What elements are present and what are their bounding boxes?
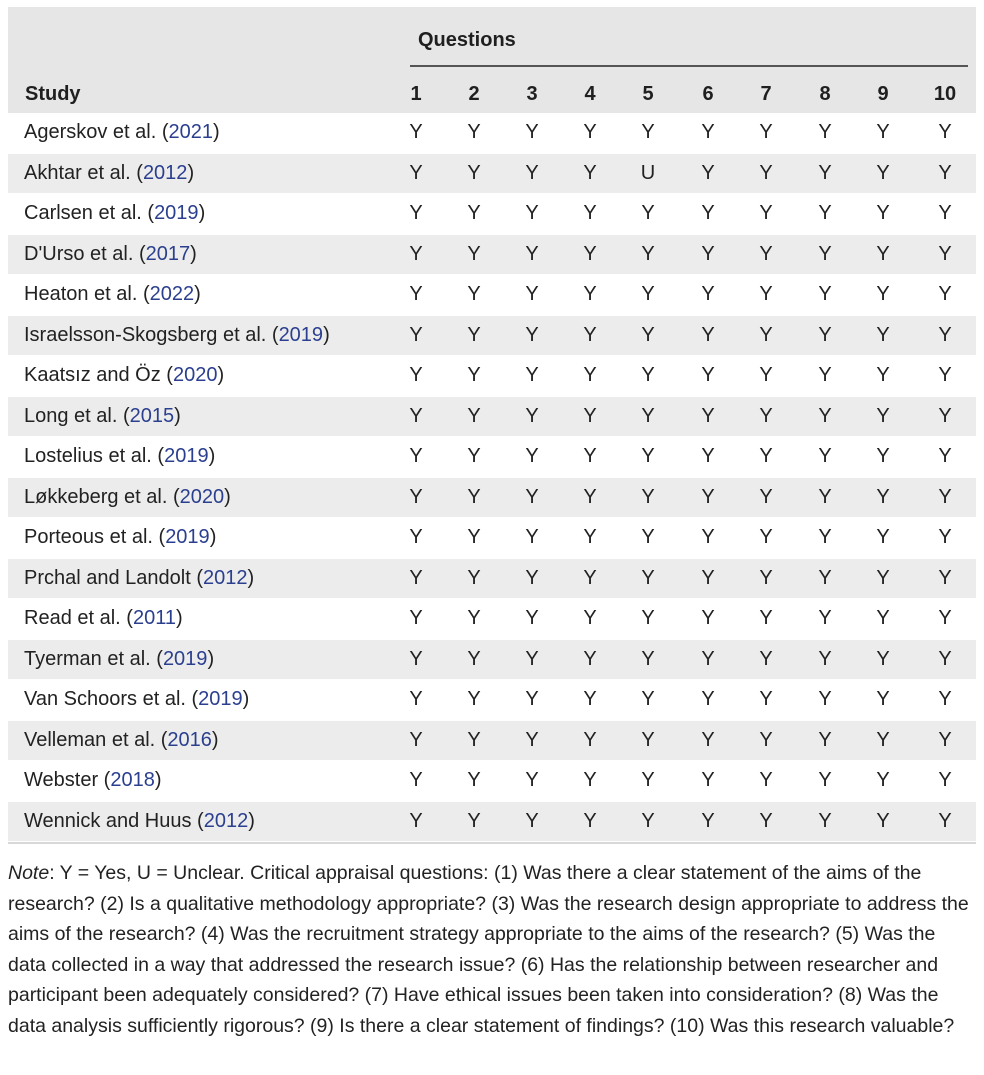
answer-cell-q10: Y: [938, 607, 952, 629]
study-year-link[interactable]: 2022: [149, 283, 195, 305]
answer-cell-q2: Y: [467, 161, 481, 184]
answer-cell-q8: Y: [818, 445, 832, 467]
table-row: [8, 316, 976, 357]
answer-cell-q2: Y: [467, 283, 481, 305]
answer-cell-q7: Y: [759, 566, 773, 589]
answer-cell-q2: Y: [467, 728, 481, 751]
study-name: Løkkeberg et al. (: [24, 485, 180, 508]
answer-cell-q6: Y: [701, 283, 715, 305]
study-close-paren: ): [211, 728, 219, 751]
answer-cell-q4: Y: [583, 242, 597, 265]
answer-cell-q5: U: [640, 161, 656, 184]
answer-cell-q5: Y: [641, 566, 655, 589]
answer-cell-q10: Y: [938, 809, 952, 832]
answer-cell-q5: Y: [641, 283, 655, 305]
answer-cell-q8: Y: [818, 526, 832, 548]
study-close-paren: ): [209, 526, 217, 548]
answer-cell-q10: Y: [938, 728, 952, 751]
table-row: [8, 761, 976, 802]
answer-cell-q8: Y: [818, 202, 832, 224]
answer-cell-q9: Y: [876, 688, 890, 710]
answer-cell-q9: Y: [876, 728, 890, 751]
answer-cell-q6: Y: [701, 526, 715, 548]
study-cell: [24, 445, 215, 468]
answer-cell-q7: Y: [759, 283, 773, 305]
answer-cell-q6: Y: [701, 323, 715, 346]
answer-cell-q3: Y: [525, 161, 539, 184]
study-year-link[interactable]: 2021: [168, 121, 214, 143]
answer-cell-q3: Y: [525, 121, 539, 143]
answer-cell-q1: Y: [409, 404, 423, 427]
study-close-paren: ): [242, 688, 250, 710]
study-year-link[interactable]: 2012: [142, 161, 188, 184]
answer-cell-q1: Y: [409, 364, 423, 386]
study-cell: [24, 607, 183, 630]
answer-cell-q10: Y: [938, 526, 952, 548]
answer-cell-q9: Y: [876, 607, 890, 629]
answer-cell-q2: Y: [467, 809, 481, 832]
answer-cell-q8: Y: [818, 566, 832, 589]
study-close-paren: ): [208, 445, 216, 467]
answer-cell-q7: Y: [759, 121, 773, 143]
questions-rule: [410, 65, 968, 67]
answer-cell-q10: Y: [938, 242, 952, 265]
study-name: Israelsson-Skogsberg et al. (: [24, 323, 279, 346]
answer-cell-q4: Y: [583, 445, 597, 467]
study-name: Agerskov et al. (: [24, 121, 169, 143]
answer-cell-q8: Y: [818, 688, 832, 710]
answer-cell-q9: Y: [876, 647, 890, 670]
answer-cell-q9: Y: [876, 323, 890, 346]
answer-cell-q4: Y: [583, 728, 597, 751]
answer-cell-q6: Y: [701, 202, 715, 224]
answer-cell-q4: Y: [583, 566, 597, 589]
study-close-paren: ): [248, 809, 255, 832]
answer-cell-q1: Y: [409, 769, 423, 791]
answer-cell-q2: Y: [467, 607, 481, 629]
study-year-link[interactable]: 2018: [110, 769, 155, 791]
answer-cell-q3: Y: [525, 283, 539, 305]
table-note: [8, 858, 970, 1041]
answer-cell-q9: Y: [876, 121, 890, 143]
answer-cell-q6: Y: [701, 769, 715, 791]
table-row: [8, 559, 976, 600]
answer-cell-q1: Y: [409, 485, 423, 508]
study-cell: [24, 648, 214, 671]
answer-cell-q1: Y: [409, 526, 423, 548]
study-close-paren: ): [174, 404, 181, 427]
table-header: [8, 7, 976, 113]
study-cell: [24, 364, 224, 387]
table-row: [8, 275, 976, 316]
answer-cell-q5: Y: [641, 242, 655, 265]
answer-cell-q2: Y: [467, 445, 481, 467]
answer-cell-q9: Y: [876, 242, 890, 265]
answer-cell-q4: Y: [583, 202, 597, 224]
answer-cell-q2: Y: [467, 566, 481, 589]
answer-cell-q4: Y: [583, 404, 597, 427]
table-row: [8, 113, 976, 154]
answer-cell-q7: Y: [759, 445, 773, 467]
study-cell: [24, 810, 255, 833]
answer-cell-q5: Y: [641, 688, 655, 710]
answer-cell-q5: Y: [641, 728, 655, 751]
study-close-paren: ): [187, 161, 195, 184]
answer-cell-q10: Y: [938, 485, 952, 508]
study-name: Porteous et al. (: [24, 526, 166, 548]
answer-cell-q8: Y: [818, 769, 832, 791]
answer-cell-q5: Y: [641, 647, 655, 670]
table-row: [8, 640, 976, 681]
study-year-link[interactable]: 2019: [164, 445, 209, 467]
answer-cell-q3: Y: [525, 607, 539, 629]
answer-cell-q8: Y: [818, 242, 832, 265]
answer-cell-q7: Y: [759, 769, 773, 791]
answer-cell-q10: Y: [938, 566, 952, 589]
answer-cell-q2: Y: [467, 323, 481, 346]
study-close-paren: ): [247, 566, 255, 589]
study-cell: [24, 121, 220, 144]
answer-cell-q6: Y: [701, 647, 715, 670]
answer-cell-q5: Y: [641, 526, 655, 548]
answer-cell-q4: Y: [583, 688, 597, 710]
answer-cell-q6: Y: [701, 688, 715, 710]
study-cell: [24, 486, 231, 509]
answer-cell-q4: Y: [583, 323, 597, 346]
study-year-link[interactable]: 2019: [154, 202, 199, 224]
table-row: [8, 154, 976, 195]
answer-cell-q10: Y: [938, 161, 952, 184]
answer-cell-q2: Y: [467, 364, 481, 386]
answer-cell-q1: Y: [409, 688, 423, 710]
study-year-link[interactable]: 2016: [167, 728, 212, 751]
study-name: Velleman et al. (: [24, 728, 168, 751]
answer-cell-q6: Y: [701, 566, 715, 589]
answer-cell-q5: Y: [641, 485, 655, 508]
answer-cell-q6: Y: [701, 728, 715, 751]
answer-cell-q10: Y: [938, 202, 952, 224]
answer-cell-q7: Y: [759, 809, 773, 832]
table-row: [8, 599, 976, 640]
answer-cell-q5: Y: [641, 202, 655, 224]
study-cell: [24, 688, 249, 711]
question-number-10: 10: [933, 83, 957, 105]
answer-cell-q2: Y: [467, 647, 481, 670]
study-name: Webster (: [24, 769, 111, 791]
answer-cell-q4: Y: [583, 769, 597, 791]
table-row: [8, 721, 976, 762]
answer-cell-q2: Y: [467, 485, 481, 508]
question-number-6: 6: [702, 83, 714, 105]
answer-cell-q5: Y: [641, 445, 655, 467]
table-row: [8, 518, 976, 559]
answer-cell-q3: Y: [525, 809, 539, 832]
answer-cell-q6: Y: [701, 161, 715, 184]
table-bottom-rule: [8, 842, 976, 844]
table-row: [8, 437, 976, 478]
answer-cell-q2: Y: [467, 769, 481, 791]
answer-cell-q8: Y: [818, 161, 832, 184]
study-close-paren: ): [213, 121, 220, 143]
answer-cell-q5: Y: [641, 809, 655, 832]
question-number-5: 5: [642, 83, 654, 105]
question-number-3: 3: [526, 83, 538, 105]
study-close-paren: ): [323, 323, 330, 346]
study-cell: [24, 324, 330, 347]
answer-cell-q6: Y: [701, 121, 715, 143]
study-close-paren: ): [154, 769, 162, 791]
answer-cell-q4: Y: [583, 161, 597, 184]
study-year-link[interactable]: 2015: [129, 404, 175, 427]
answer-cell-q1: Y: [409, 607, 423, 629]
answer-cell-q8: Y: [818, 323, 832, 346]
answer-cell-q8: Y: [818, 364, 832, 386]
table-row: [8, 194, 976, 235]
answer-cell-q3: Y: [525, 242, 539, 265]
study-year-link[interactable]: 2019: [198, 688, 243, 710]
study-year-link[interactable]: 2019: [162, 647, 208, 670]
answer-cell-q3: Y: [525, 688, 539, 710]
answer-cell-q3: Y: [525, 566, 539, 589]
study-name: Carlsen et al. (: [24, 202, 155, 224]
study-cell: [24, 729, 219, 752]
answer-cell-q1: Y: [409, 242, 423, 265]
answer-cell-q5: Y: [641, 404, 655, 427]
answer-cell-q7: Y: [759, 607, 773, 629]
answer-cell-q7: Y: [759, 242, 773, 265]
study-name: Tyerman et al. (: [24, 647, 163, 670]
study-cell: [24, 769, 162, 792]
answer-cell-q8: Y: [818, 647, 832, 670]
study-cell: [24, 567, 254, 590]
note-text: : Y = Yes, U = Unclear. Critical appraisal questions: (1) Was there a clear statement of the aims of the research? (2) Is a qualitative methodology appropriate? (3) Was the research design appropriate to address the aims of the research? (4) Was the recruitment strategy appropriate to the aims of the research? (5) Was the data collected in a way that addressed the research issue? (6) Has the relationship between researcher and participant been adequately considered? (7) Have ethical issues been taken into consideration? (8) Was the data analysis sufficiently rigorous? (9) Is there a clear statement of findings? (10) Was this research valuable?: [8, 862, 969, 1037]
answer-cell-q9: Y: [876, 809, 890, 832]
questions-heading: Questions: [418, 29, 516, 51]
answer-cell-q7: Y: [759, 404, 773, 427]
answer-cell-q9: Y: [876, 485, 890, 508]
answer-cell-q8: Y: [818, 485, 832, 508]
answer-cell-q7: Y: [759, 202, 773, 224]
study-name: Prchal and Landolt (: [24, 566, 204, 589]
answer-cell-q2: Y: [467, 404, 481, 427]
study-name: Kaatsız and Öz (: [24, 364, 173, 386]
study-name: Wennick and Huus (: [24, 809, 204, 832]
answer-cell-q1: Y: [409, 161, 423, 184]
study-year-link[interactable]: 2020: [172, 364, 218, 386]
answer-cell-q3: Y: [525, 202, 539, 224]
study-year-link[interactable]: 2019: [165, 526, 210, 548]
answer-cell-q9: Y: [876, 161, 890, 184]
answer-cell-q6: Y: [701, 485, 715, 508]
answer-cell-q3: Y: [525, 323, 539, 346]
answer-cell-q8: Y: [818, 728, 832, 751]
answer-cell-q9: Y: [876, 404, 890, 427]
answer-cell-q5: Y: [641, 323, 655, 346]
answer-cell-q10: Y: [938, 647, 952, 670]
answer-cell-q8: Y: [818, 283, 832, 305]
question-number-7: 7: [760, 83, 772, 105]
answer-cell-q7: Y: [759, 728, 773, 751]
answer-cell-q10: Y: [938, 688, 952, 710]
answer-cell-q6: Y: [701, 445, 715, 467]
answer-cell-q4: Y: [583, 809, 597, 832]
study-year-link[interactable]: 2012: [203, 809, 249, 832]
study-cell: [24, 243, 197, 266]
answer-cell-q1: Y: [409, 283, 423, 305]
answer-cell-q3: Y: [525, 647, 539, 670]
answer-cell-q5: Y: [641, 364, 655, 386]
study-year-link[interactable]: 2011: [132, 607, 176, 629]
table-row: [8, 478, 976, 519]
study-cell: [24, 283, 201, 306]
answer-cell-q1: Y: [409, 445, 423, 467]
answer-cell-q7: Y: [759, 364, 773, 386]
answer-cell-q1: Y: [409, 566, 423, 589]
answer-cell-q10: Y: [938, 404, 952, 427]
answer-cell-q3: Y: [525, 485, 539, 508]
study-name: Read et al. (: [24, 607, 133, 629]
answer-cell-q7: Y: [759, 161, 773, 184]
answer-cell-q4: Y: [583, 121, 597, 143]
answer-cell-q4: Y: [583, 607, 597, 629]
answer-cell-q1: Y: [409, 202, 423, 224]
study-name: Akhtar et al. (: [24, 161, 143, 184]
study-close-paren: ): [194, 283, 201, 305]
study-cell: [24, 202, 205, 225]
answer-cell-q7: Y: [759, 688, 773, 710]
study-name: Heaton et al. (: [24, 283, 150, 305]
answer-cell-q8: Y: [818, 121, 832, 143]
answer-cell-q10: Y: [938, 445, 952, 467]
table-row: [8, 802, 976, 843]
answer-cell-q9: Y: [876, 526, 890, 548]
answer-cell-q6: Y: [701, 809, 715, 832]
answer-cell-q6: Y: [701, 404, 715, 427]
answer-cell-q1: Y: [409, 323, 423, 346]
study-close-paren: ): [217, 364, 225, 386]
answer-cell-q3: Y: [525, 526, 539, 548]
answer-cell-q9: Y: [876, 202, 890, 224]
answer-cell-q2: Y: [467, 121, 481, 143]
question-number-1: 1: [410, 83, 422, 105]
study-name: D'Urso et al. (: [24, 242, 146, 265]
study-cell: [24, 162, 194, 185]
answer-cell-q7: Y: [759, 526, 773, 548]
question-number-9: 9: [877, 83, 889, 105]
answer-cell-q9: Y: [876, 364, 890, 386]
table-row: [8, 235, 976, 276]
answer-cell-q2: Y: [467, 202, 481, 224]
answer-cell-q10: Y: [938, 121, 952, 143]
answer-cell-q10: Y: [938, 769, 952, 791]
answer-cell-q7: Y: [759, 485, 773, 508]
answer-cell-q9: Y: [876, 566, 890, 589]
answer-cell-q9: Y: [876, 283, 890, 305]
answer-cell-q2: Y: [467, 526, 481, 548]
study-close-paren: ): [224, 485, 231, 508]
study-close-paren: ): [207, 647, 215, 670]
answer-cell-q5: Y: [641, 769, 655, 791]
answer-cell-q8: Y: [818, 404, 832, 427]
answer-cell-q4: Y: [583, 283, 597, 305]
answer-cell-q7: Y: [759, 647, 773, 670]
study-year-link[interactable]: 2020: [179, 485, 225, 508]
answer-cell-q4: Y: [583, 647, 597, 670]
answer-cell-q2: Y: [467, 688, 481, 710]
answer-cell-q3: Y: [525, 404, 539, 427]
answer-cell-q1: Y: [409, 121, 423, 143]
table-row: [8, 356, 976, 397]
study-name: Van Schoors et al. (: [24, 688, 199, 710]
study-year-link[interactable]: 2012: [203, 566, 248, 589]
study-year-link[interactable]: 2017: [145, 242, 191, 265]
answer-cell-q1: Y: [409, 809, 423, 832]
answer-cell-q3: Y: [525, 769, 539, 791]
question-number-8: 8: [819, 83, 831, 105]
study-cell: [24, 526, 216, 549]
answer-cell-q7: Y: [759, 323, 773, 346]
answer-cell-q3: Y: [525, 364, 539, 386]
answer-cell-q10: Y: [938, 323, 952, 346]
answer-cell-q9: Y: [876, 445, 890, 467]
study-column-header: Study: [25, 83, 81, 105]
answer-cell-q1: Y: [409, 728, 423, 751]
answer-cell-q3: Y: [525, 445, 539, 467]
answer-cell-q6: Y: [701, 607, 715, 629]
study-close-paren: ): [175, 607, 183, 629]
study-name: Long et al. (: [24, 404, 130, 427]
note-label: Note: [8, 862, 50, 884]
answer-cell-q5: Y: [641, 121, 655, 143]
question-number-4: 4: [584, 83, 596, 105]
study-close-paren: ): [190, 242, 197, 265]
answer-cell-q9: Y: [876, 769, 890, 791]
question-number-2: 2: [468, 83, 480, 105]
answer-cell-q4: Y: [583, 364, 597, 386]
answer-cell-q1: Y: [409, 647, 423, 670]
study-cell: [24, 405, 181, 428]
answer-cell-q8: Y: [818, 809, 832, 832]
answer-cell-q6: Y: [701, 242, 715, 265]
answer-cell-q8: Y: [818, 607, 832, 629]
study-year-link[interactable]: 2019: [278, 323, 324, 346]
answer-cell-q4: Y: [583, 526, 597, 548]
answer-cell-q5: Y: [641, 607, 655, 629]
table-body: [8, 113, 976, 842]
answer-cell-q3: Y: [525, 728, 539, 751]
answer-cell-q10: Y: [938, 283, 952, 305]
study-close-paren: ): [198, 202, 206, 224]
answer-cell-q10: Y: [938, 364, 952, 386]
study-name: Lostelius et al. (: [24, 445, 165, 467]
table-row: [8, 680, 976, 721]
answer-cell-q6: Y: [701, 364, 715, 386]
table-row: [8, 397, 976, 438]
answer-cell-q2: Y: [467, 242, 481, 265]
answer-cell-q4: Y: [583, 485, 597, 508]
